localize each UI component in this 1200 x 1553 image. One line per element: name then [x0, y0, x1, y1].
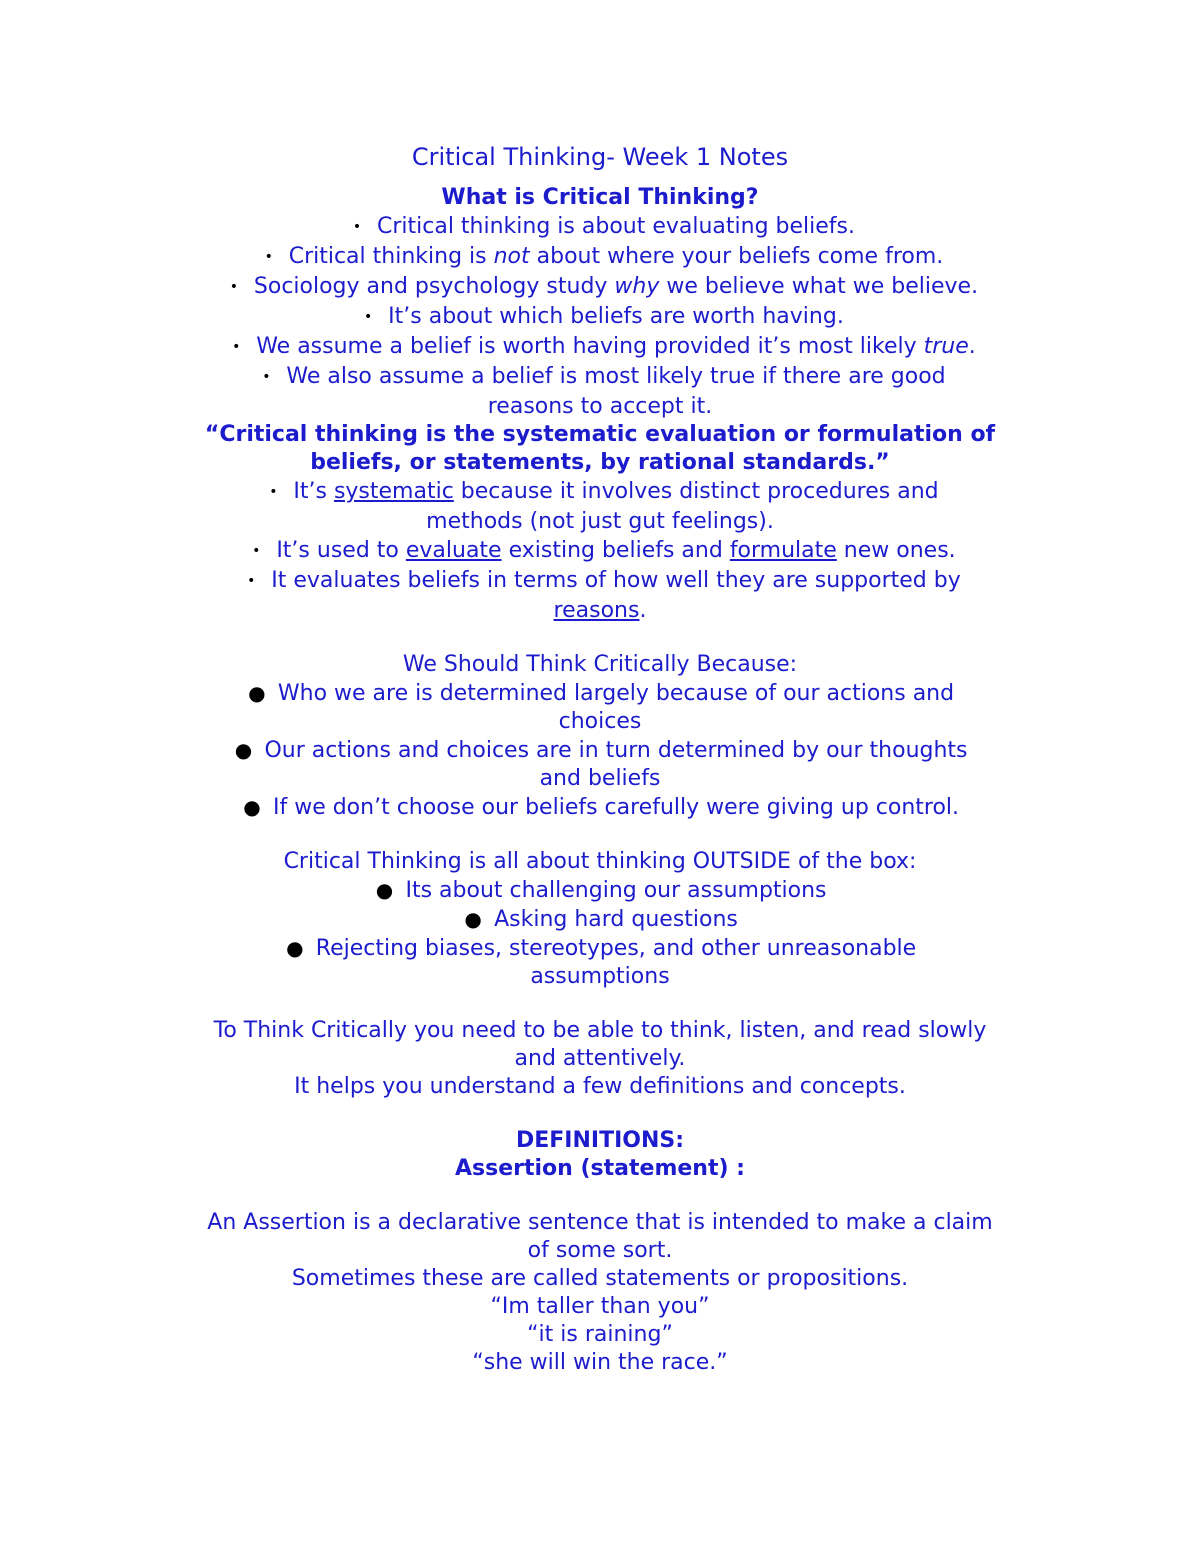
list-item: • It’s about which beliefs are worth having. [150, 302, 1050, 332]
section-heading-what-is: What is Critical Thinking? [441, 185, 759, 210]
list-item: ● Who we are is determined largely because of our actions and choices [150, 679, 1050, 736]
list-item: ● Rejecting biases, stereotypes, and other unreasonable assumptions [150, 934, 1050, 991]
bullet-icon: • [269, 484, 278, 500]
assertion-definition: An Assertion is a declarative sentence that is intended to make a claim of some sort. Sometimes these are called statements or propositions. “Im taller than you” “it is raining” “she will win the race.” [150, 1209, 1050, 1377]
bullet-icon: • [264, 249, 273, 265]
list-item: ● If we don’t choose our beliefs carefully were giving up control. [150, 793, 1050, 822]
list-item: • Critical thinking is not about where your beliefs come from. [150, 242, 1050, 272]
list-item: ● Our actions and choices are in turn determined by our thoughts and beliefs [150, 736, 1050, 793]
bullet-icon: ● [464, 907, 482, 931]
bullet-icon: ● [243, 795, 261, 819]
list-item: • Critical thinking is about evaluating beliefs. [150, 212, 1050, 242]
bullet-list-why [150, 679, 1050, 822]
assertion-subheading: Assertion (statement) : [455, 1156, 745, 1181]
list-item: • Sociology and psychology study why we believe what we believe. [150, 272, 1050, 302]
bullet-icon: ● [286, 936, 304, 960]
section-heading-why: We Should Think Critically Because: [402, 652, 798, 677]
bullet-icon: • [364, 309, 373, 325]
bullet-icon: • [352, 219, 362, 235]
bullet-icon: • [232, 339, 241, 355]
bullet-icon: ● [375, 878, 394, 902]
example-quote: “she will win the race.” [472, 1350, 728, 1375]
example-quote: “Im taller than you” [490, 1294, 710, 1319]
list-item: ● Asking hard questions [150, 905, 1050, 934]
bullet-icon: ● [248, 681, 266, 705]
bullet-list-definition [150, 477, 1050, 625]
list-item: ● Its about challenging our assumptions [150, 876, 1050, 905]
document-page [150, 140, 1050, 1377]
paragraph-think-critically: To Think Critically you need to be able to think, listen, and read slowly and attentively. It helps you understand a few definitions and concepts. [213, 1018, 987, 1099]
list-item: • It evaluates beliefs in terms of how well they are supported by reasons. [150, 566, 1050, 625]
bullet-list-outside-box [150, 876, 1050, 991]
bullet-list-what-is [150, 212, 1050, 421]
list-item: • We assume a belief is worth having provided it’s most likely true. [150, 332, 1050, 362]
section-heading-outside-box: Critical Thinking is all about thinking OUTSIDE of the box: [283, 849, 917, 874]
bullet-icon: • [262, 369, 271, 385]
bullet-icon: • [247, 573, 256, 589]
bullet-icon: ● [234, 738, 253, 762]
example-quote: “it is raining” [527, 1322, 673, 1347]
definitions-heading: DEFINITIONS: [515, 1128, 685, 1153]
bullet-icon: • [252, 543, 261, 559]
bullet-icon: • [229, 279, 239, 295]
definition-quote: “Critical thinking is the systematic evaluation or formulation of beliefs, or statements, by rational standards.” [204, 422, 996, 475]
list-item: • It’s systematic because it involves distinct procedures and methods (not just gut feelings). [150, 477, 1050, 536]
list-item: • It’s used to evaluate existing beliefs and formulate new ones. [150, 536, 1050, 566]
list-item: • We also assume a belief is most likely true if there are good reasons to accept it. [150, 362, 1050, 421]
page-title: Critical Thinking- Week 1 Notes [411, 143, 789, 171]
